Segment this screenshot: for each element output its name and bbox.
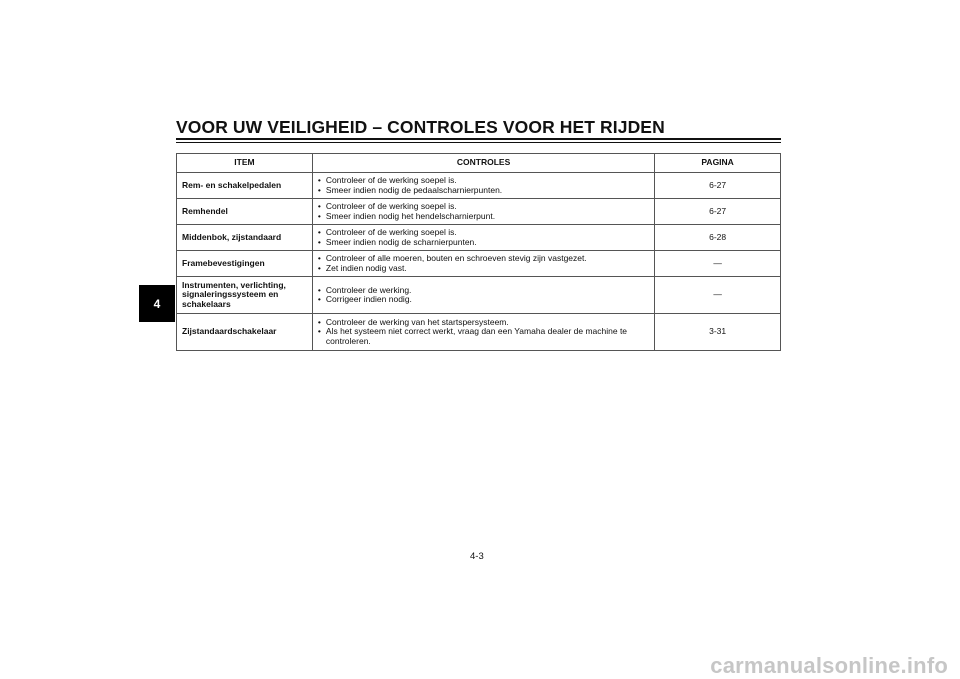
chapter-tab: 4 (139, 285, 175, 322)
row-controles (312, 225, 654, 251)
row-item: Instrumenten, verlichting, signaleringssysteem en schakelaars (177, 277, 313, 314)
control-step: • Controleer of de werking soepel is. (318, 176, 649, 186)
row-pagina: — (655, 251, 781, 277)
control-step: • Controleer of de werking soepel is. (318, 202, 649, 212)
row-item: Zijstandaardschakelaar (177, 314, 313, 351)
table-row (177, 173, 781, 199)
header-pagina: PAGINA (655, 154, 781, 173)
table-header-row (177, 154, 781, 173)
table-row (177, 277, 781, 314)
page-title: VOOR UW VEILIGHEID – CONTROLES VOOR HET RIJDEN (176, 117, 665, 137)
row-controles (312, 173, 654, 199)
row-pagina: — (655, 277, 781, 314)
row-pagina: 6-27 (655, 173, 781, 199)
table-row (177, 199, 781, 225)
title-rule-thick (176, 138, 781, 140)
controls-table (176, 153, 781, 351)
control-step: • Als het systeem niet correct werkt, vraag dan een Yamaha dealer de machine te controleren. (318, 327, 649, 346)
row-controles (312, 251, 654, 277)
row-item: Middenbok, zijstandaard (177, 225, 313, 251)
row-controles (312, 277, 654, 314)
table-row (177, 225, 781, 251)
row-pagina: 6-28 (655, 225, 781, 251)
title-rule-thin (176, 142, 781, 143)
row-item: Framebevestigingen (177, 251, 313, 277)
row-controles (312, 199, 654, 225)
control-step: • Corrigeer indien nodig. (318, 295, 649, 305)
control-step: • Smeer indien nodig het hendelscharnierpunt. (318, 212, 649, 222)
header-item: ITEM (177, 154, 313, 173)
row-controles (312, 314, 654, 351)
page-number: 4-3 (470, 551, 484, 562)
control-step: • Controleer of de werking soepel is. (318, 228, 649, 238)
control-step: • Controleer de werking van het startspersysteem. (318, 318, 649, 328)
row-item: Rem- en schakelpedalen (177, 173, 313, 199)
table-row (177, 314, 781, 351)
row-item: Remhendel (177, 199, 313, 225)
control-step: • Zet indien nodig vast. (318, 264, 649, 274)
control-step: • Smeer indien nodig de scharnierpunten. (318, 238, 649, 248)
row-pagina: 3-31 (655, 314, 781, 351)
control-step: • Smeer indien nodig de pedaalscharnierpunten. (318, 186, 649, 196)
row-pagina: 6-27 (655, 199, 781, 225)
header-controles: CONTROLES (312, 154, 654, 173)
watermark: carmanualsonline.info (710, 653, 948, 678)
control-step: • Controleer de werking. (318, 286, 649, 296)
table-row (177, 251, 781, 277)
control-step: • Controleer of alle moeren, bouten en schroeven stevig zijn vastgezet. (318, 254, 649, 264)
